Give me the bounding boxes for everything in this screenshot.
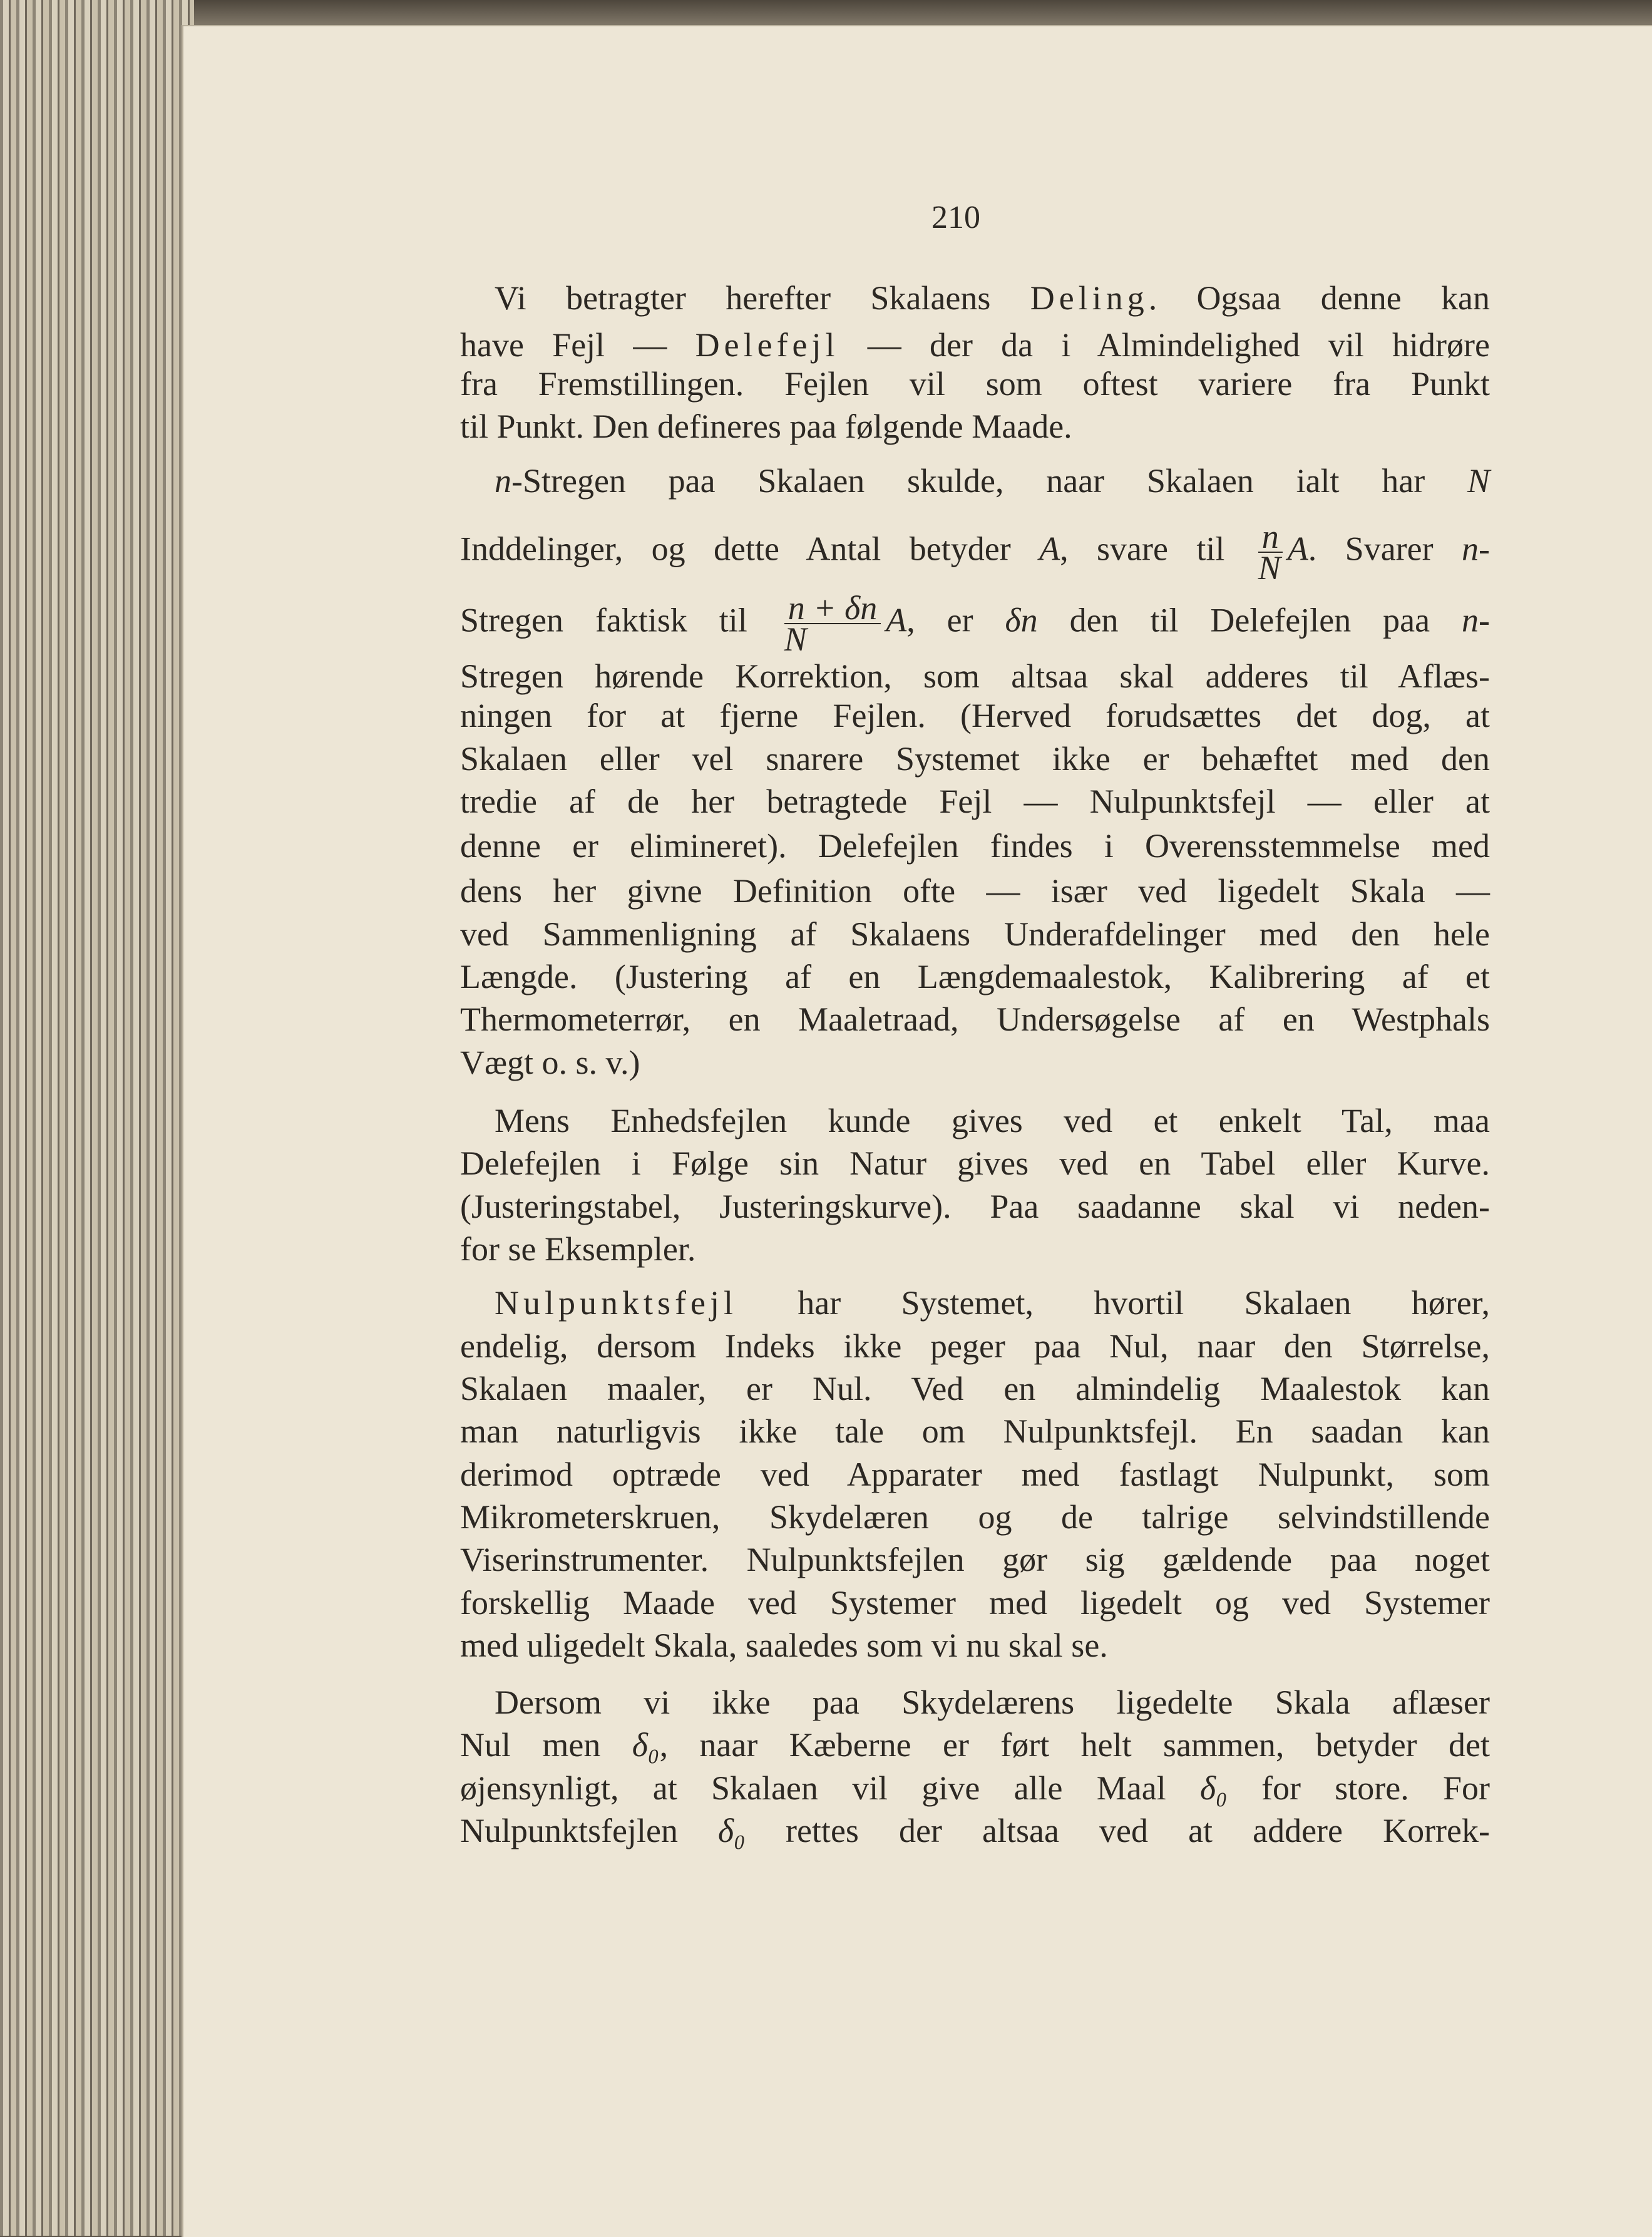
text-segment: -: [1479, 530, 1490, 568]
text-segment: tredie af de her betragtede Fejl — Nulpunktsfejl — eller at: [460, 782, 1490, 820]
text-segment: -Stregen paa Skalaen skulde, naar Skalaen ialt har: [511, 461, 1467, 500]
text-segment: Mens Enhedsfejlen kunde gives ved et enkelt Tal, maa: [495, 1101, 1490, 1139]
text-segment: N: [1467, 461, 1490, 500]
text-segment: til Punkt. Den defineres paa følgende Maade.: [460, 408, 1072, 446]
text-segment: for store. For: [1227, 1769, 1490, 1807]
text-line: [460, 1144, 1490, 1182]
text-line: [495, 462, 1490, 500]
text-segment: dens her givne Definition ofte — især ved ligedelt Skala —: [460, 872, 1490, 910]
text-segment: Inddelinger, og dette Antal betyder: [460, 530, 1040, 568]
text-line: [460, 518, 1490, 587]
text-segment: ningen for at fjerne Fejlen. (Herved forudsættes det dog, at: [460, 697, 1490, 735]
fraction-numerator: n: [1258, 522, 1283, 553]
text-segment: Længde. (Justering af en Længdemaalestok, Kalibrering af et: [460, 958, 1490, 996]
text-line: [460, 1812, 1490, 1849]
text-segment: Delefejl: [695, 326, 839, 364]
text-segment: for se Eksempler.: [460, 1230, 696, 1268]
text-line: [460, 1541, 1490, 1578]
text-segment: δ₀: [632, 1726, 660, 1764]
text-segment: Nul men: [460, 1726, 632, 1764]
text-segment: , svare til: [1060, 530, 1253, 568]
text-line: [460, 1498, 1490, 1536]
text-segment: Dersom vi ikke paa Skydelærens ligedelte Skala aflæser: [495, 1684, 1490, 1721]
text-line: [460, 915, 1490, 953]
text-segment: Skalaen maaler, er Nul. Ved en almindelig Maalestok kan: [460, 1370, 1490, 1408]
text-line: [460, 1327, 1490, 1365]
text-line: [460, 958, 1490, 995]
text-segment: fra Fremstillingen. Fejlen vil som oftest variere fra Punkt: [460, 364, 1490, 403]
text-line: [460, 872, 1490, 910]
text-segment: A: [886, 601, 907, 639]
text-line: [460, 827, 1490, 865]
text-segment: (Justeringstabel, Justeringskurve). Paa saadanne skal vi neden-: [460, 1187, 1490, 1225]
text-segment: δ₀: [1199, 1769, 1228, 1807]
text-segment: Mikrometerskruen, Skydelæren og de talrige selvindstillende: [460, 1498, 1490, 1536]
text-line: [460, 1370, 1490, 1407]
text-segment: Nulpunktsfejlen: [460, 1811, 719, 1849]
text-segment: n: [1462, 601, 1479, 639]
text-segment: med uligedelt Skala, saaledes som vi nu skal se.: [460, 1626, 1108, 1664]
text-segment: — der da i Almindelighed vil hidrøre: [839, 326, 1490, 364]
text-line: [495, 279, 1490, 317]
text-line: [460, 1627, 1490, 1664]
text-segment: ved Sammenligning af Skalaens Underafdelinger med den hele: [460, 915, 1490, 953]
text-segment: Vægt o. s. v.): [460, 1043, 640, 1081]
text-line: [460, 365, 1490, 403]
text-line: [460, 589, 1490, 659]
text-line: [460, 408, 1490, 445]
text-line: [460, 1769, 1490, 1807]
text-segment: øjensynligt, at Skalaen vil give alle Maal: [460, 1769, 1200, 1807]
text-segment: den til Delefejlen paa: [1037, 601, 1462, 639]
text-line: [460, 697, 1490, 734]
text-line: [460, 1412, 1490, 1450]
text-line: [460, 783, 1490, 820]
fraction-numerator: n + δn: [784, 593, 881, 624]
text-line: [495, 1102, 1490, 1139]
text-segment: -: [1479, 601, 1490, 639]
text-segment: Stregen faktisk til: [460, 601, 779, 639]
fraction: [1258, 518, 1283, 587]
text-line: [460, 1726, 1490, 1764]
text-segment: Deling: [1030, 279, 1149, 317]
text-line: [460, 1188, 1490, 1225]
text-line: [460, 326, 1490, 364]
text-segment: . Ogsaa denne kan: [1148, 279, 1490, 317]
page-number: 210: [931, 200, 980, 235]
text-segment: , er: [906, 601, 1005, 639]
text-segment: Thermometerrør, en Maaletraad, Undersøgelse af en Westphals: [460, 1000, 1490, 1039]
text-line: [460, 1000, 1490, 1038]
text-line: [495, 1684, 1490, 1721]
text-segment: man naturligvis ikke tale om Nulpunktsfejl. En saadan kan: [460, 1412, 1490, 1451]
text-segment: Viserinstrumenter. Nulpunktsfejlen gør sig gældende paa noget: [460, 1541, 1490, 1579]
text-line: [460, 1584, 1490, 1622]
text-segment: endelig, dersom Indeks ikke peger paa Nul, naar den Størrelse,: [460, 1327, 1490, 1365]
text-segment: A: [1039, 530, 1060, 568]
text-segment: A: [1287, 530, 1308, 568]
fraction-denominator: N: [784, 620, 807, 659]
text-segment: n: [1462, 530, 1479, 568]
text-line: [460, 1044, 1490, 1081]
fraction: [784, 589, 881, 659]
text-line: [460, 740, 1490, 778]
text-segment: δn: [1005, 601, 1038, 639]
text-segment: Skalaen eller vel snarere Systemet ikke er behæftet med den: [460, 739, 1490, 778]
text-segment: Stregen hørende Korrektion, som altsaa skal adderes til Aflæs-: [460, 657, 1490, 695]
text-segment: , naar Kæberne er ført helt sammen, betyder det: [659, 1726, 1490, 1764]
fraction-denominator: N: [1258, 549, 1281, 587]
text-segment: δ₀: [718, 1811, 746, 1849]
text-line: [495, 1284, 1490, 1322]
text-segment: denne er elimineret). Delefejlen findes i Overensstemmelse med: [460, 826, 1490, 865]
text-segment: Vi betragter herefter Skalaens: [495, 279, 1030, 317]
text-segment: derimod optræde ved Apparater med fastlagt Nulpunkt, som: [460, 1455, 1490, 1493]
text-segment: har Systemet, hvortil Skalaen hører,: [737, 1284, 1490, 1322]
text-line: [460, 657, 1490, 695]
text-line: [460, 1456, 1490, 1493]
text-segment: have Fejl —: [460, 326, 695, 364]
text-segment: Delefejlen i Følge sin Natur gives ved en Tabel eller Kurve.: [460, 1144, 1490, 1183]
text-line: [460, 1230, 1490, 1268]
text-segment: n: [495, 461, 511, 500]
text-segment: . Svarer: [1308, 530, 1462, 568]
text-segment: forskellig Maade ved Systemer med ligedelt og ved Systemer: [460, 1583, 1490, 1622]
text-segment: Nulpunktsfejl: [495, 1284, 737, 1322]
text-segment: rettes der altsaa ved at addere Korrek-: [745, 1811, 1490, 1849]
page-stack-edge: [0, 0, 194, 2236]
